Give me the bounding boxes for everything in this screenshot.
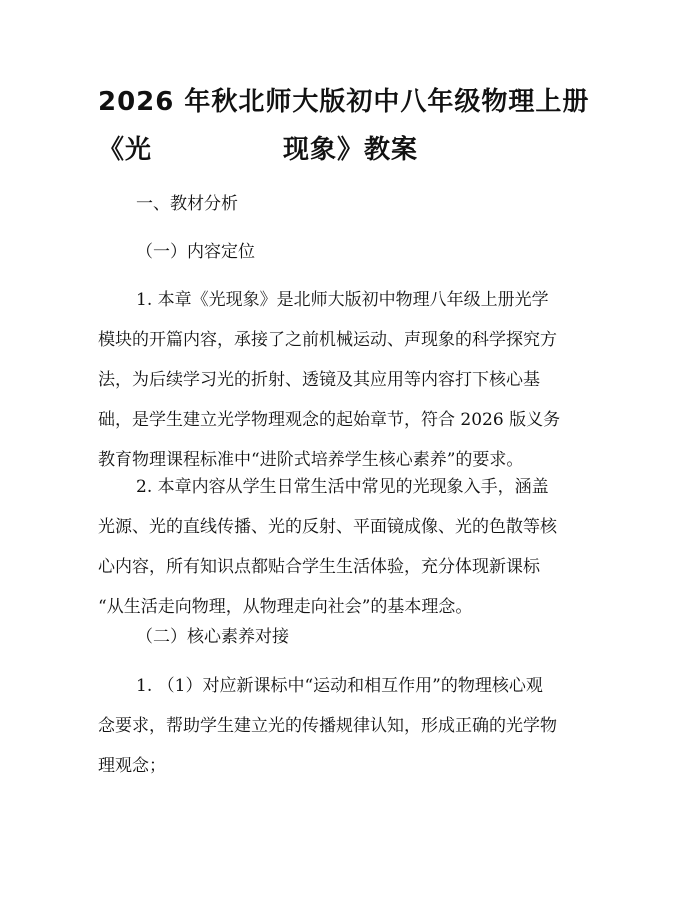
paragraph-line: “从生活走向物理，从物理走向社会”的基本理念。 (98, 597, 473, 617)
paragraph-2 (98, 467, 603, 627)
paragraph-line: 理观念； (98, 756, 166, 776)
paragraph-line: 1. 本章《光现象》是北师大版初中物理八年级上册光学 (136, 290, 549, 310)
paragraph-3 (98, 666, 603, 786)
subsection-heading-content-positioning: （一）内容定位 (136, 242, 255, 262)
paragraph-line: 1. （1）对应新课标中“运动和相互作用”的物理核心观 (136, 676, 543, 696)
paragraph-line: 模块的开篇内容，承接了之前机械运动、声现象的科学探究方 (98, 330, 557, 350)
paragraph-line: 2. 本章内容从学生日常生活中常见的光现象入手，涵盖 (136, 477, 549, 497)
paragraph-line: 念要求，帮助学生建立光的传播规律认知，形成正确的光学物 (98, 716, 557, 736)
paragraph-line: 教育物理课程标准中“进阶式培养学生核心素养”的要求。 (98, 450, 524, 470)
document-title (98, 78, 603, 174)
subsection-heading-core-literacy: （二）核心素养对接 (136, 627, 289, 647)
paragraph-line: 础，是学生建立光学物理观念的起始章节，符合 2026 版义务 (98, 410, 561, 430)
title-line-2: 现象》教案 (282, 135, 418, 165)
title-line-1: 2026 年秋北师大版初中八年级物理上册《光 (98, 87, 590, 165)
section-heading-textbook-analysis: 一、教材分析 (136, 194, 238, 214)
paragraph-line: 心内容，所有知识点都贴合学生生活体验，充分体现新课标 (98, 557, 540, 577)
paragraph-line: 法，为后续学习光的折射、透镜及其应用等内容打下核心基 (98, 370, 540, 390)
paragraph-1 (98, 280, 603, 480)
paragraph-line: 光源、光的直线传播、光的反射、平面镜成像、光的色散等核 (98, 517, 557, 537)
